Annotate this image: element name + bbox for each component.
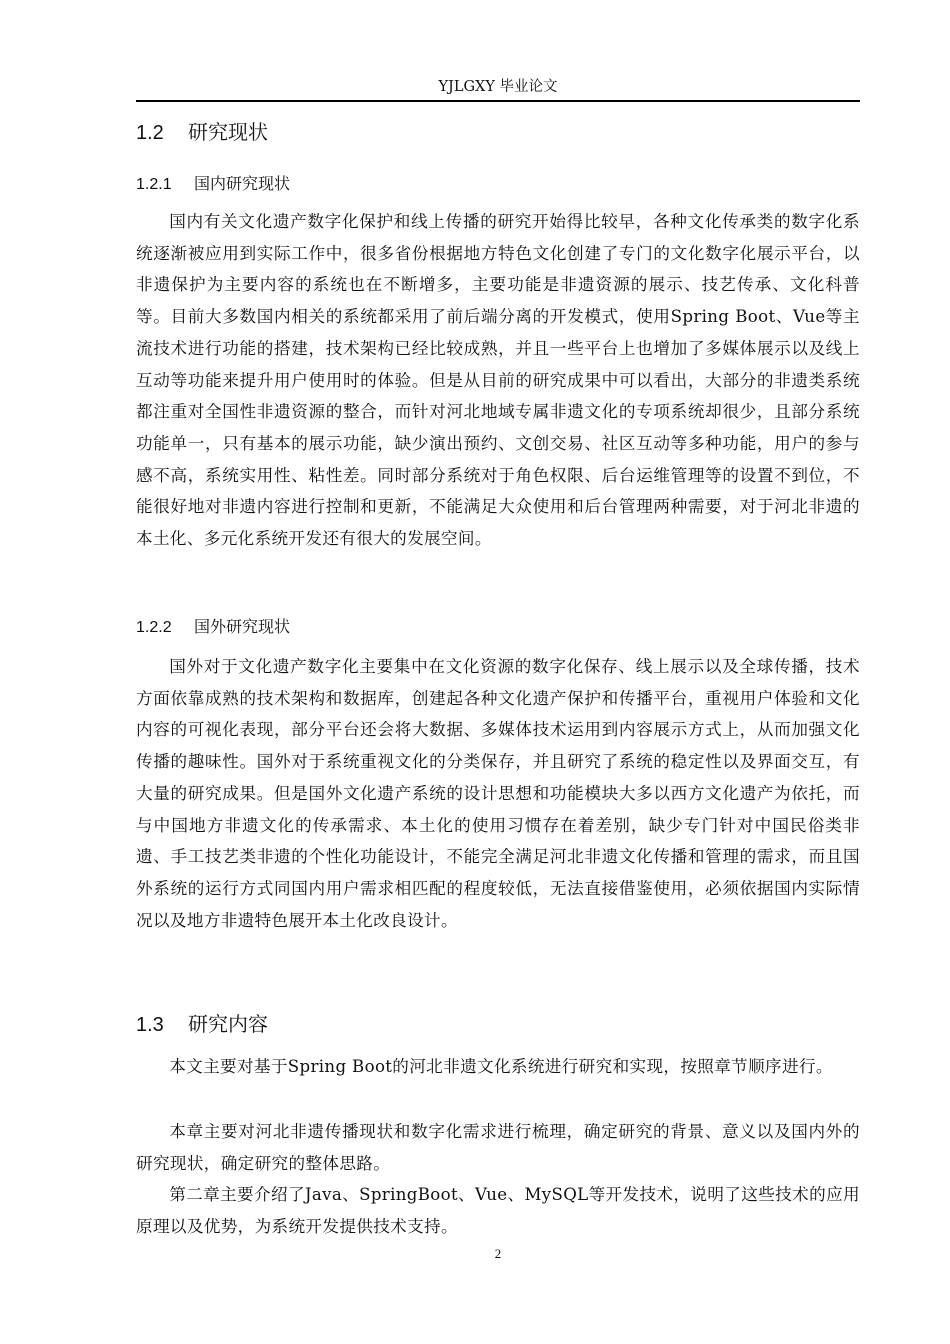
subsection-number: 1.2.2 <box>136 619 172 636</box>
paragraph-research-content-1: 本文主要对基于Spring Boot的河北非遗文化系统进行研究和实现，按照章节顺序进行。 <box>169 1057 833 1076</box>
section-heading-1-3 <box>136 1011 268 1038</box>
subsection-heading-1-2-1 <box>136 173 290 196</box>
page-number: 2 <box>494 1246 502 1261</box>
running-header: YJLGXY 毕业论文 <box>438 79 558 95</box>
paragraph-research-content-2: 本章主要对河北非遗传播现状和数字化需求进行梳理，确定研究的背景、意义以及国内外的研究现状，确定研究的整体思路。 <box>136 1122 860 1173</box>
section-heading-1-2 <box>136 119 268 146</box>
subsection-number: 1.2.1 <box>136 176 172 193</box>
paragraph-foreign-research: 国外对于文化遗产数字化主要集中在文化资源的数字化保存、线上展示以及全球传播，技术方面依靠成熟的技术架构和数据库，创建起各种文化遗产保护和传播平台，重视用户体验和文化内容的可视化表现，部分平台还会将大数据、多媒体技术运用到内容展示方式上，从而加强文化传播的趣味性。国外对于系统重视文化的分类保存，并且研究了系统的稳定性以及界面交互，有大量的研究成果。但是国外文化遗产系统的设计思想和功能模块大多以西方文化遗产为依托，而与中国地方非遗文化的传承需求、本土化的使用习惯存在着差别，缺少专门针对中国民俗类非遗、手工技艺类非遗的个性化功能设计，不能完全满足河北非遗文化传播和管理的需求，而且国外系统的运行方式同国内用户需求相匹配的程度较低，无法直接借鉴使用，必须依据国内实际情况以及地方非遗特色展开本土化改良设计。 <box>136 657 860 930</box>
subsection-title: 国外研究现状 <box>194 617 291 636</box>
section-title: 研究内容 <box>188 1012 268 1036</box>
section-number: 1.2 <box>136 122 164 144</box>
section-title: 研究现状 <box>188 120 268 144</box>
section-number: 1.3 <box>136 1014 164 1036</box>
header-rule <box>136 100 860 102</box>
subsection-heading-1-2-2 <box>136 616 290 639</box>
paragraph-research-content-3: 第二章主要介绍了Java、SpringBoot、Vue、MySQL等开发技术，说明了这些技术的应用原理以及优势，为系统开发提供技术支持。 <box>136 1185 860 1236</box>
paragraph-domestic-research: 国内有关文化遗产数字化保护和线上传播的研究开始得比较早，各种文化传承类的数字化系统逐渐被应用到实际工作中，很多省份根据地方特色文化创建了专门的文化数字化展示平台，以非遗保护为主要内容的系统也在不断增多，主要功能是非遗资源的展示、技艺传承、文化科普等。目前大多数国内相关的系统都采用了前后端分离的开发模式，使用Spring Boot、Vue等主流技术进行功能的搭建，技术架构已经比较成熟，并且一些平台上也增加了多媒体展示以及线上互动等功能来提升用户使用时的体验。但是从目前的研究成果中可以看出，大部分的非遗类系统都注重对全国性非遗资源的整合，而针对河北地域专属非遗文化的专项系统却很少，且部分系统功能单一，只有基本的展示功能，缺少演出预约、文创交易、社区互动等多种功能，用户的参与感不高，系统实用性、粘性差。同时部分系统对于角色权限、后台运维管理等的设置不到位，不能很好地对非遗内容进行控制和更新，不能满足大众使用和后台管理两种需要，对于河北非遗的本土化、多元化系统开发还有很大的发展空间。 <box>136 212 860 549</box>
subsection-title: 国内研究现状 <box>194 174 291 193</box>
